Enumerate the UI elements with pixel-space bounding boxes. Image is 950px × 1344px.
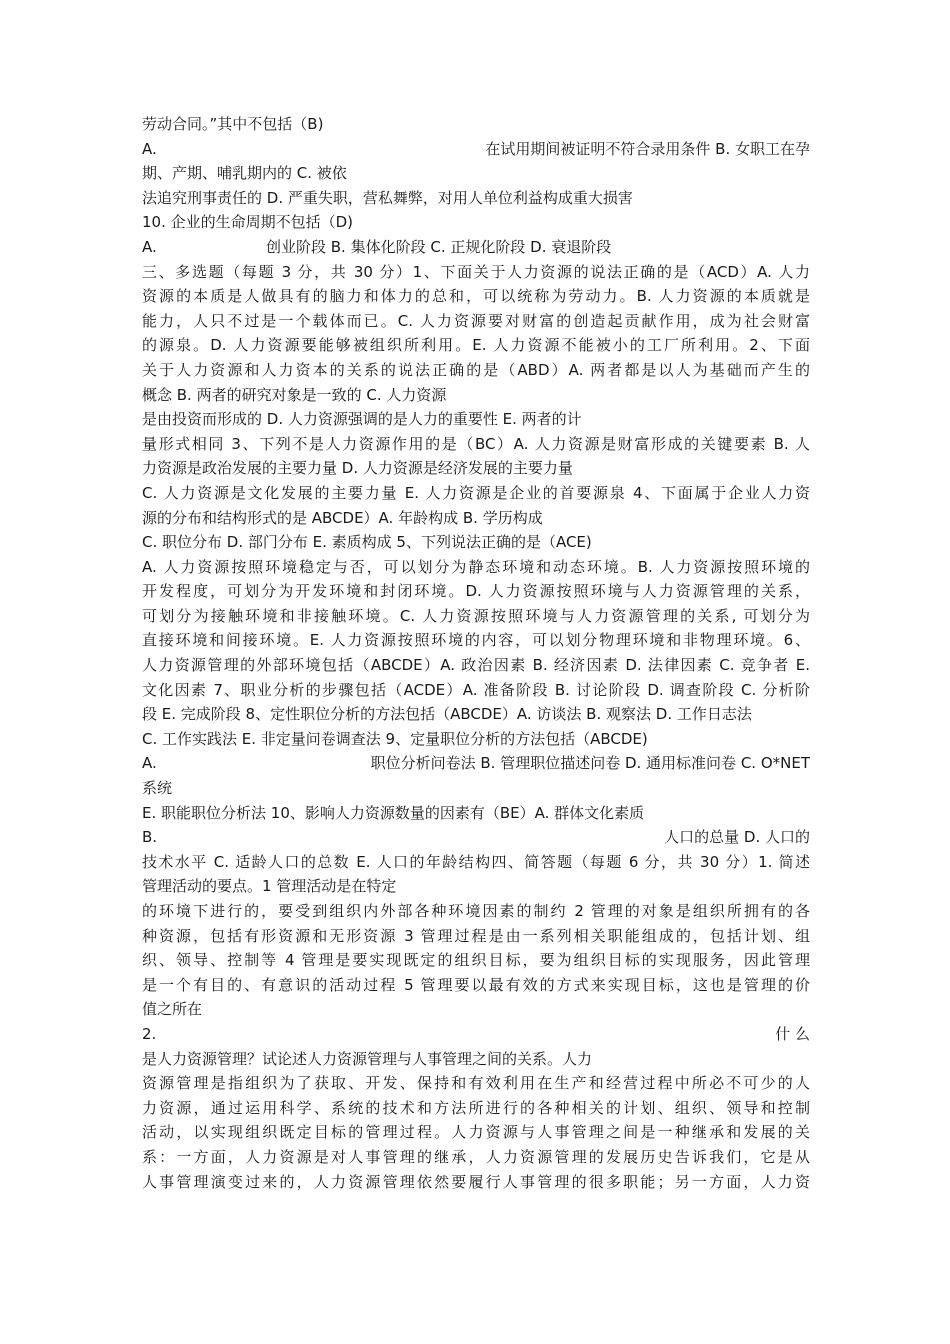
text-line — [142, 825, 810, 850]
text-line: 资源的本质是人做具有的脑力和体力的总和，可以统称为劳动力。B. 人力资源的本质就是 — [142, 287, 810, 306]
line-text: 在试用期间被证明不符合录用条件 B. 女职工在孕 — [485, 139, 810, 158]
text-line: 力资源，通过运用科学、系统的技术和方法所进行的各种相关的计划、组织、领导和控制 — [142, 1098, 810, 1117]
text-line: 管理活动的要点。1 管理活动是在特定 — [142, 877, 397, 896]
text-line: 文化因素 7、职业分析的步骤包括（ACDE）A. 准备阶段 B. 讨论阶段 D. 调查阶段 C. 分析阶 — [142, 680, 810, 699]
text-line: 关于人力资源和人力资本的关系的说法正确的是（ABD）A. 两者都是以人为基础而产生的 — [142, 360, 810, 379]
text-line: 概念 B. 两者的研究对象是一致的 C. 人力资源 — [142, 385, 447, 404]
line-marker: A. — [142, 237, 157, 256]
text-line: 人力资源管理的外部环境包括（ABCDE）A. 政治因素 B. 经济因素 D. 法律因素 C. 竞争者 E. — [142, 656, 810, 675]
text-line: 的环境下进行的，要受到组织内外部各种环境因素的制约 2 管理的对象是组织所拥有的各 — [142, 902, 810, 920]
line-marker: A. — [142, 139, 157, 158]
line-marker: B. — [142, 828, 158, 847]
text-line: 是一个有目的、有意识的活动过程 5 管理要以最有效的方式来实现目标，这也是管理的价 — [142, 975, 810, 994]
text-line: 的源泉。D. 人力资源要能够被组织所利用。E. 人力资源不能被小的工厂所利用。2、下面 — [142, 336, 810, 355]
line-text: 职位分析问卷法 B. 管理职位描述问卷 D. 通用标准问卷 C. O*NET — [370, 754, 810, 773]
text-line: 开发程度，可划分为开发环境和封闭环境。D. 人力资源按照环境与人力资源管理的关系， — [142, 582, 810, 601]
text-line — [142, 235, 810, 260]
text-line — [142, 137, 810, 162]
text-line: E. 职能职位分析法 10、影响人力资源数量的因素有（BE）A. 群体文化素质 — [142, 803, 645, 822]
text-line: 直接环境和间接环境。E. 人力资源按照环境的内容，可以划分物理环境和非物理环境。6、 — [142, 631, 810, 650]
text-line — [142, 1022, 810, 1047]
line-marker: A. — [142, 754, 157, 773]
text-line: 种资源，包括有形资源和无形资源 3 管理过程是由一系列相关职能组成的，包括计划、组 — [142, 926, 810, 945]
text-line: C. 职位分布 D. 部门分布 E. 素质构成 5、下列说法正确的是（ACE) — [142, 533, 592, 552]
text-line: 织、领导、控制等 4 管理是要实现既定的组织目标，要为组织目标的实现服务，因此管理 — [142, 951, 810, 970]
text-line: 人事管理演变过来的，人力资源管理依然要履行人事管理的很多职能；另一方面，人力资 — [142, 1172, 810, 1191]
text-line: A. 人力资源按照环境稳定与否，可以划分为静态环境和动态环境。B. 人力资源按照环境的 — [142, 557, 810, 576]
text-line: 是由投资而形成的 D. 人力资源强调的是人力的重要性 E. 两者的计 — [142, 410, 582, 429]
text-line: 源的分布和结构形式的是 ABCDE）A. 年龄构成 B. 学历构成 — [142, 508, 543, 527]
text-line: 能力，人只不过是一个载体而已。C. 人力资源要对财富的创造起贡献作用，成为社会财富 — [142, 311, 810, 330]
line-text: 人口的总量 D. 人口的 — [664, 828, 810, 847]
text-line: 值之所在 — [142, 1000, 203, 1019]
text-line: 力资源是政治发展的主要力量 D. 人力资源是经济发展的主要力量 — [142, 459, 573, 478]
text-line: 量形式相同 3、下列不是人力资源作用的是（BC）A. 人力资源是财富形成的关键要素 B. 人 — [142, 434, 810, 453]
text-line: 技术水平 C. 适龄人口的总数 E. 人口的年龄结构四、简答题（每题 6 分，共 30 分）1. 简述 — [142, 852, 810, 871]
text-line: 期、产期、哺乳期内的 C. 被依 — [142, 164, 347, 183]
line-text: 创业阶段 B. 集体化阶段 C. 正规化阶段 D. 衰退阶段 — [266, 237, 612, 256]
text-line: 法追究刑事责任的 D. 严重失职，营私舞弊，对用人单位利益构成重大损害 — [142, 188, 633, 207]
text-line: C. 工作实践法 E. 非定量问卷调查法 9、定量职位分析的方法包括（ABCDE) — [142, 729, 648, 748]
text-line: 资源管理是指组织为了获取、开发、保持和有效利用在生产和经营过程中所必不可少的人 — [142, 1074, 810, 1093]
text-line — [142, 751, 810, 776]
text-line: 劳动合同。”其中不包括（B) — [142, 115, 324, 133]
document-page — [142, 112, 810, 1194]
text-line: 系统 — [142, 779, 173, 798]
text-line: 活动，以实现组织既定目标的管理过程。人力资源与人事管理之间是一种继承和发展的关 — [142, 1123, 810, 1142]
text-line: 可划分为接触环境和非接触环境。C. 人力资源按照环境与人力资源管理的关系, 可划分为 — [142, 606, 810, 625]
text-line: C. 人力资源是文化发展的主要力量 E. 人力资源是企业的首要源泉 4、下面属于企业人力资 — [142, 483, 810, 502]
text-line: 系：一方面，人力资源是对人事管理的继承，人力资源管理的发展历史告诉我们，它是从 — [142, 1147, 810, 1166]
text-line: 段 E. 完成阶段 8、定性职位分析的方法包括（ABCDE）A. 访谈法 B. 观察法 D. 工作日志法 — [142, 705, 752, 724]
line-text: 什 么 — [775, 1024, 810, 1043]
text-line: 是人力资源管理？试论述人力资源管理与人事管理之间的关系。人力 — [142, 1049, 593, 1068]
line-marker: 2. — [142, 1024, 157, 1043]
text-line: 10. 企业的生命周期不包括（D) — [142, 213, 354, 232]
document-body — [142, 112, 810, 1194]
text-line: 三、多选题（每题 3 分，共 30 分）1、下面关于人力资源的说法正确的是（ACD）A. 人力 — [142, 262, 810, 281]
